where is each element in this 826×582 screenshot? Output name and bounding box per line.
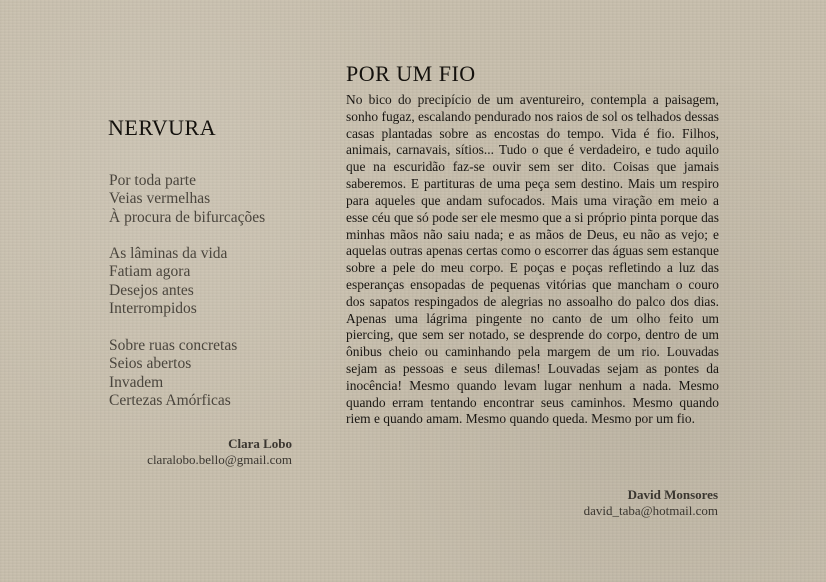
poem-line: Desejos antes <box>109 281 194 299</box>
poem-line: Fatiam agora <box>109 263 191 281</box>
poem-author-email: claralobo.bello@gmail.com <box>147 452 292 467</box>
prose-author-email: david_taba@hotmail.com <box>583 503 718 518</box>
poem-line: Veias vermelhas <box>109 190 211 208</box>
poem-stanza-1 <box>109 172 265 227</box>
poem-line: Sobre ruas concretas <box>109 337 238 354</box>
poem-stanza-3 <box>109 337 237 411</box>
poem-line: Seios abertos <box>109 355 192 373</box>
poem-line: Certezas Amórficas <box>109 392 231 410</box>
prose-signature <box>584 487 718 519</box>
poem-line: À procura de bifurcações <box>109 208 266 226</box>
prose-author: David Monsores <box>627 487 718 502</box>
poem-line: Por toda parte <box>109 172 196 189</box>
poem-stanza-2 <box>109 245 227 319</box>
poem-line: Interrompidos <box>109 300 197 318</box>
poem-line: Invadem <box>109 373 164 391</box>
poem-signature <box>147 436 292 468</box>
prose-title: POR UM FIO <box>346 61 476 86</box>
prose-body: No bico do precipício de um aventureiro, contempla a paisagem, sonho fugaz, escalando pendurado nos raios de sol os telhados dessas casas plantadas sobre as encostas do tempo. Vida é fio. Filhos, animais, carnavais, sítios... Tudo o que é verdadeiro, e tudo aquilo que na escuridão faz-se ouvir sem ser dito. Coisas que jamais saberemos. E partituras de uma peça sem destino. Mais um respiro para aqueles que andam sufocados. Mais uma viração em meio a esse céu que só pode ser ele mesmo que a si próprio pinta porque das minhas mãos não saiu nada; e as mãos de Deus, eu não as vejo; e aquelas outras apenas certas como o escorrer das águas sem estanque sobre a pele do meu corpo. E poças e poças refletindo a luz das esperanças ensopadas de pequenas vitórias que mancham o couro dos sapatos respingados de alegrias no assoalho do palco dos dias. Apenas uma lágrima pingente no canto de um olho feito um piercing, que sem ser notado, se desprende do corpo, dentro de um ônibus cheio ou caminhando pela margem de um rio. Louvadas sejam as pessoas e seus dilemas! Louvadas sejam as pontes da inocência! Mesmo quando levam lugar nenhum a nada. Mesmo quando erram tentando encontrar seus caminhos. Mesmo quando riem e quando amam. Mesmo quando queda. Mesmo por um fio. <box>346 92 719 427</box>
poem-title: NERVURA <box>108 115 217 140</box>
poem-line: As lâminas da vida <box>109 245 228 262</box>
poem-author: Clara Lobo <box>228 436 292 451</box>
